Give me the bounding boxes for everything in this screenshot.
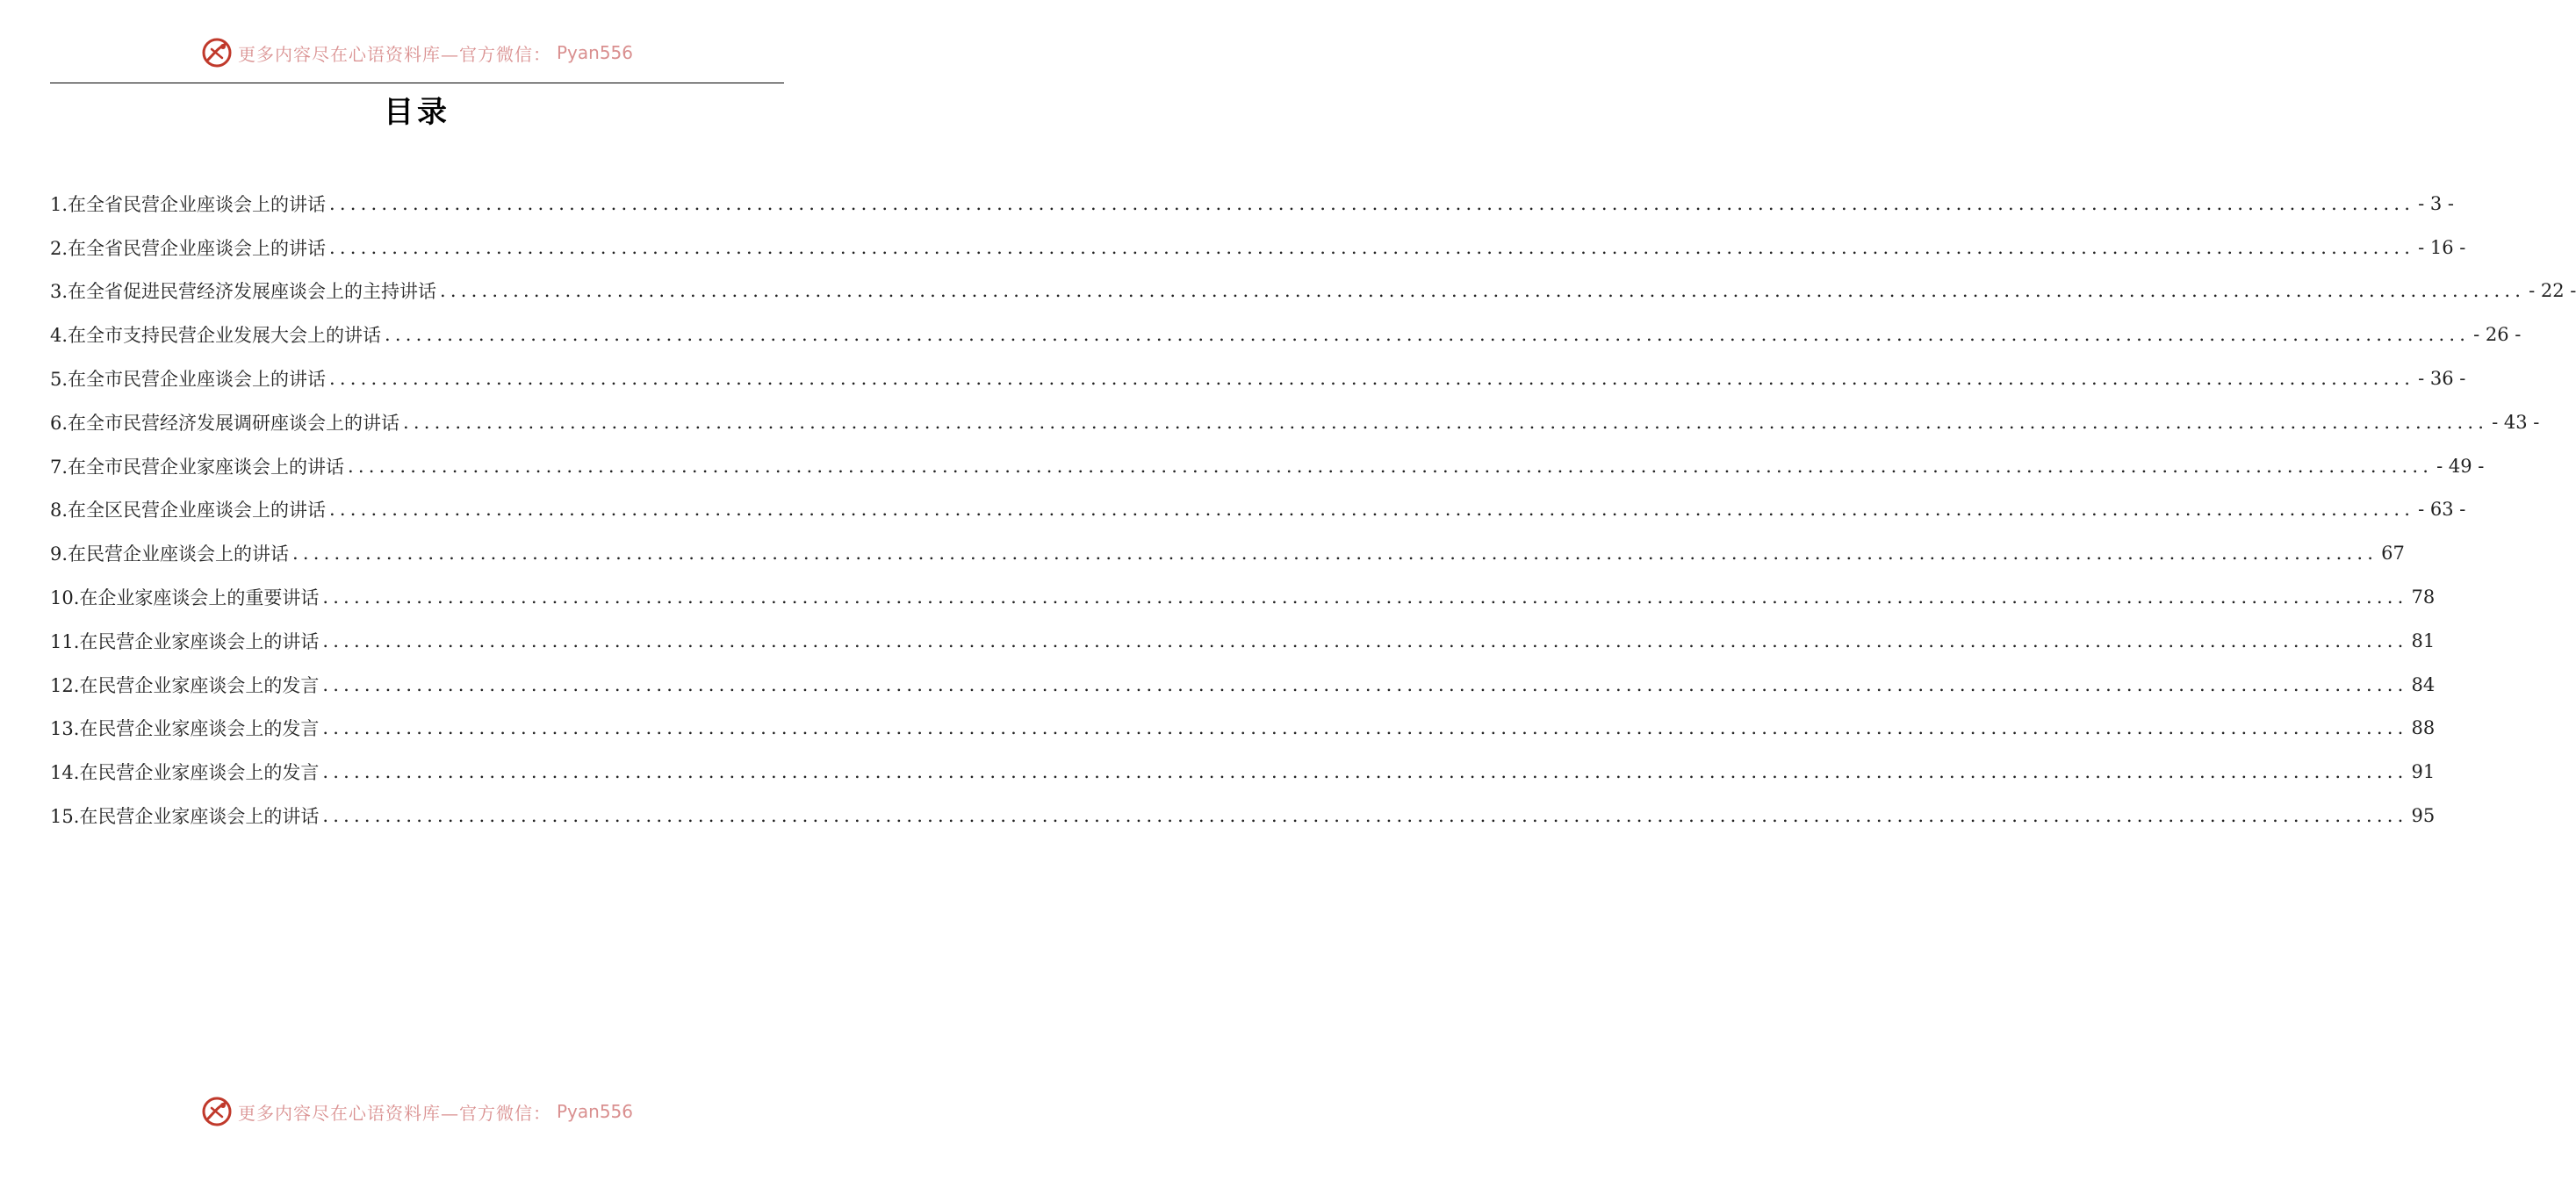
- toc-entry-page: 81: [2411, 630, 2436, 651]
- footer-banner: [0, 1094, 834, 1129]
- toc-entry[interactable]: [50, 444, 2485, 488]
- toc-entry-page: 88: [2411, 717, 2436, 739]
- toc-dot-leader: ........................................................................................................................................................................................................: [322, 805, 2408, 827]
- toc-dot-leader: ........................................................................................................................................................................................................: [329, 499, 2415, 521]
- toc-entry-page: 91: [2411, 761, 2436, 783]
- toc-entry[interactable]: [50, 400, 2540, 444]
- toc-dot-leader: ........................................................................................................................................................................................................: [322, 630, 2408, 651]
- header-wechat-id: Pyan556: [556, 42, 633, 63]
- toc-entry[interactable]: [50, 356, 2466, 400]
- toc-entry[interactable]: [50, 313, 2522, 356]
- toc-dot-leader: ........................................................................................................................................................................................................: [322, 717, 2408, 739]
- toc-entry-page: - 49 -: [2436, 455, 2485, 477]
- toc-entry-page: - 26 -: [2473, 324, 2522, 346]
- toc-entry-page: - 36 -: [2418, 368, 2466, 390]
- toc-entry-title: 4.在全市支持民营企业发展大会上的讲话: [50, 325, 382, 347]
- toc-entry-title: 12.在民营企业家座谈会上的发言: [50, 674, 320, 696]
- toc-entry-title: 7.在全市民营企业家座谈会上的讲话: [50, 456, 345, 478]
- toc-entry[interactable]: [50, 707, 2436, 751]
- toc-entry-page: 95: [2411, 805, 2436, 827]
- toc-entry-page: 78: [2411, 586, 2436, 608]
- toc-entry[interactable]: [50, 750, 2436, 794]
- toc-entry[interactable]: [50, 619, 2436, 663]
- toc-entry-page: - 43 -: [2492, 411, 2540, 433]
- toc-dot-leader: ........................................................................................................................................................................................................: [292, 543, 2378, 565]
- toc-entry-title: 13.在民营企业家座谈会上的发言: [50, 718, 320, 740]
- toc-entry-page: - 3 -: [2418, 192, 2455, 214]
- toc-dot-leader: ........................................................................................................................................................................................................: [348, 455, 2434, 477]
- brand-logo-icon: [201, 1096, 233, 1127]
- toc-entry[interactable]: [50, 488, 2466, 532]
- toc-entry-title: 6.在全市民营经济发展调研座谈会上的讲话: [50, 412, 400, 434]
- footer-text: 更多内容尽在心语资料库—官方微信：: [237, 1102, 551, 1124]
- toc-dot-leader: ........................................................................................................................................................................................................: [385, 324, 2471, 346]
- toc-dot-leader: ........................................................................................................................................................................................................: [322, 586, 2408, 608]
- toc-dot-leader: ........................................................................................................................................................................................................: [403, 411, 2489, 433]
- toc-entry-title: 8.在全区民营企业座谈会上的讲话: [50, 500, 327, 522]
- toc-entry-title: 14.在民营企业家座谈会上的发言: [50, 762, 320, 784]
- toc-entry-page: - 16 -: [2418, 236, 2466, 258]
- toc-entry-title: 1.在全省民营企业座谈会上的讲话: [50, 193, 327, 215]
- toc-entry[interactable]: [50, 182, 2455, 226]
- toc-entry-title: 3.在全省促进民营经济发展座谈会上的主持讲话: [50, 281, 437, 303]
- toc-entry-title: 11.在民营企业家座谈会上的讲话: [50, 630, 320, 652]
- toc-entry[interactable]: [50, 531, 2405, 575]
- table-of-contents: [50, 182, 2576, 838]
- toc-entry-title: 2.在全省民营企业座谈会上的讲话: [50, 237, 327, 259]
- toc-entry[interactable]: [50, 794, 2436, 838]
- brand-logo-icon: [201, 37, 233, 68]
- toc-dot-leader: ........................................................................................................................................................................................................: [322, 673, 2408, 695]
- toc-entry[interactable]: [50, 575, 2436, 619]
- toc-entry-title: 10.在企业家座谈会上的重要讲话: [50, 587, 320, 609]
- header-text: 更多内容尽在心语资料库—官方微信：: [237, 43, 551, 65]
- toc-entry[interactable]: [50, 270, 2576, 313]
- toc-entry[interactable]: [50, 663, 2436, 707]
- toc-dot-leader: ........................................................................................................................................................................................................: [329, 368, 2415, 390]
- toc-entry-page: 67: [2381, 543, 2405, 565]
- toc-entry-title: 5.在全市民营企业座谈会上的讲话: [50, 369, 327, 391]
- header-banner: [0, 35, 834, 70]
- page-title: 目录: [384, 95, 450, 130]
- toc-entry-page: - 63 -: [2418, 499, 2466, 521]
- toc-entry-title: 9.在民营企业座谈会上的讲话: [50, 543, 290, 565]
- toc-dot-leader: ........................................................................................................................................................................................................: [329, 236, 2415, 258]
- toc-dot-leader: ........................................................................................................................................................................................................: [322, 761, 2408, 783]
- toc-entry-page: 84: [2411, 673, 2436, 695]
- toc-entry-title: 15.在民营企业家座谈会上的讲话: [50, 806, 320, 828]
- toc-entry[interactable]: [50, 226, 2466, 270]
- toc-dot-leader: ........................................................................................................................................................................................................: [440, 280, 2526, 302]
- toc-entry-page: - 22 -: [2529, 280, 2576, 302]
- footer-wechat-id: Pyan556: [556, 1101, 633, 1122]
- toc-dot-leader: ........................................................................................................................................................................................................: [329, 192, 2415, 214]
